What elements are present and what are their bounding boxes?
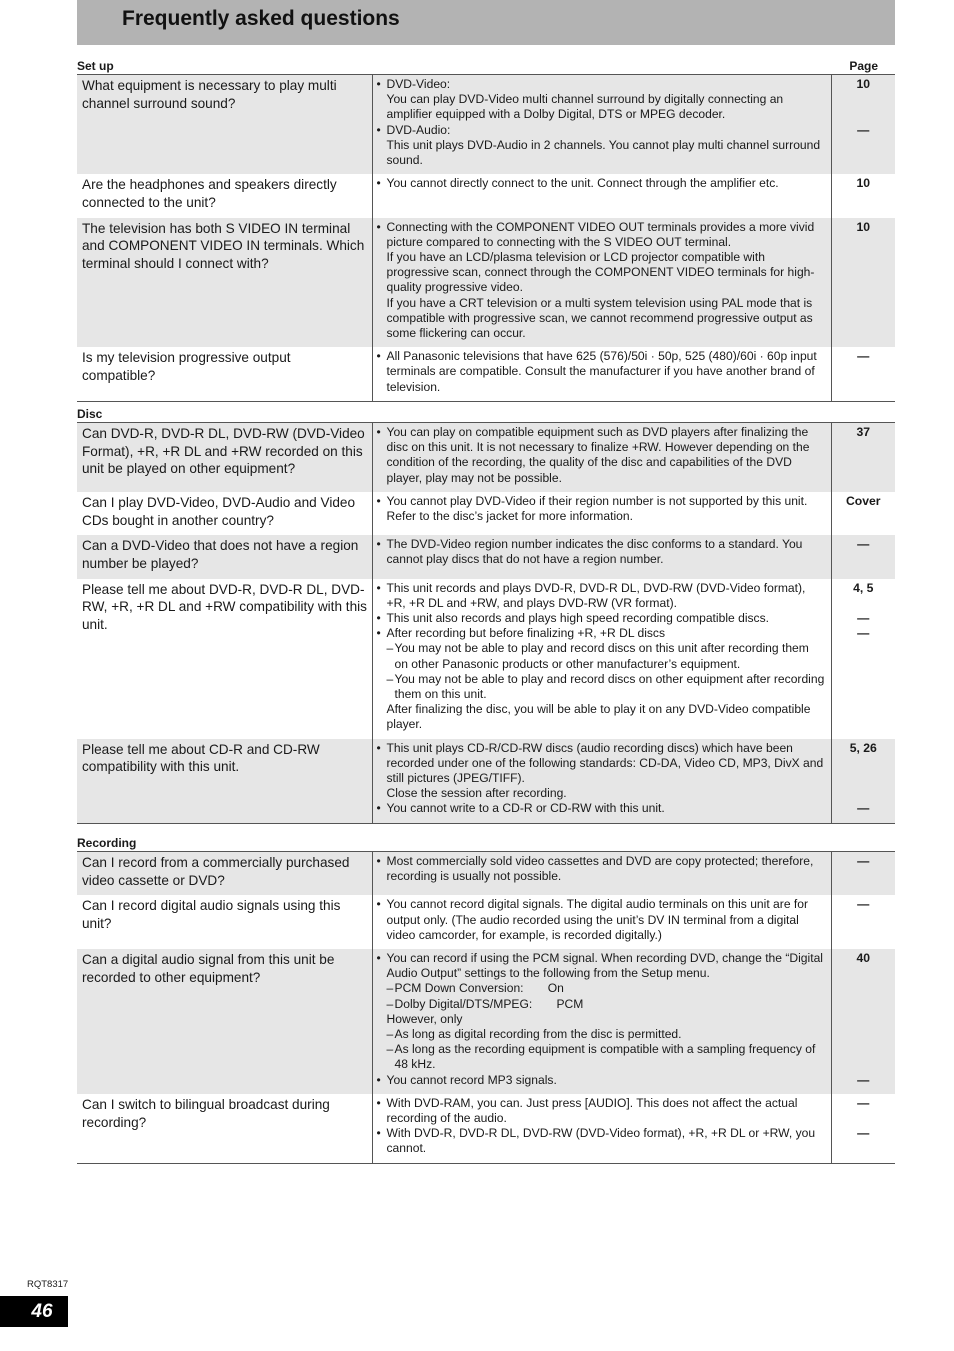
answer-text: You cannot record digital signals. The digital audio terminals on this unit are for output only. (The audio recorded using the unit’s DV IN terminal from a digital video camcorder, for example, is recorded digitally.) (386, 897, 809, 942)
page-ref: 37 (856, 425, 871, 439)
bullet-marker: • (376, 1095, 381, 1110)
page-ref: 10 (856, 176, 871, 191)
bullet-item (377, 951, 825, 981)
page-ref (832, 1111, 896, 1126)
question-cell: Please tell me about DVD-R, DVD-R DL, DVD-RW, +R, +R DL and +RW compatibility with this unit. (82, 581, 367, 633)
bullet-item (377, 537, 825, 567)
bullet-item (377, 349, 825, 395)
answer-text: With DVD-R, DVD-R DL, DVD-RW (DVD-Video format), +R, +R DL or +RW, you cannot. (386, 1126, 816, 1156)
page-ref: — (857, 1095, 870, 1110)
page-ref (832, 981, 896, 996)
page-ref: — (857, 801, 870, 816)
page-ref: — (857, 122, 870, 137)
answer-text: DVD-Video: (386, 77, 451, 91)
bullet-item (377, 1096, 825, 1126)
question-cell: Please tell me about CD-R and CD-RW compatibility with this unit. (77, 739, 372, 824)
section-header (77, 57, 895, 74)
answer-text: All Panasonic televisions that have 625 (576)/50i · 50p, 525 (480)/60i · 60p input terminals are compatible. Consult the manufacturer if you have another brand of television. (386, 349, 817, 394)
page-ref: 10 (856, 219, 871, 234)
question-cell: Can I play DVD-Video, DVD-Audio and Video CDs bought in another country? (82, 494, 356, 528)
answer-paragraph: You can play DVD-Video multi channel surround by digitally connecting an amplifier equipped with a Dolby Digital, DTS or MPEG decoder. (386, 92, 784, 122)
bullet-item (377, 626, 825, 641)
answer-cell (372, 852, 831, 896)
faq-row (77, 174, 895, 217)
page-number-badge (0, 1296, 68, 1327)
answer-text: This unit records and plays DVD-R, DVD-R DL, DVD-RW (DVD-Video format), +R, +R DL and +RW, and plays DVD-RW (VR format). (386, 580, 806, 610)
page-ref-cell (831, 75, 895, 175)
page-ref-cell (831, 423, 895, 492)
bullet-marker: • (376, 897, 381, 912)
section-title: Set up (77, 59, 114, 73)
bullet-marker: • (376, 122, 381, 137)
answer-text: After recording but before finalizing +R, +R DL discs (386, 626, 666, 641)
answer-cell (372, 492, 831, 535)
page-ref-cell (831, 1094, 895, 1163)
bullet-item (377, 801, 825, 816)
faq-row (77, 949, 895, 1094)
page-ref: — (857, 897, 870, 912)
page-ref (832, 786, 896, 801)
question-cell: The television has both S VIDEO IN terminal and COMPONENT VIDEO IN terminals. Which terminal should I connect with? (77, 218, 372, 348)
faq-row (77, 218, 895, 348)
answer-paragraph: If you have an LCD/plasma television or LCD projector compatible with progressive scan, connect through the COMPONENT VIDEO terminals for high-quality progressive video. (386, 250, 815, 295)
section-title: Recording (77, 836, 137, 850)
faq-row (77, 347, 895, 401)
page-ref (832, 1057, 896, 1072)
answer-text: This unit also records and plays high speed recording compatible discs. (386, 611, 770, 626)
answer-text: DVD-Audio: (386, 122, 451, 137)
document-code: RQT8317 (27, 1279, 69, 1290)
page-ref-cell (831, 895, 895, 949)
answer-cell (372, 218, 831, 348)
dash-marker: – (386, 671, 394, 686)
answer-cell (372, 579, 831, 739)
page-ref-cell (831, 739, 895, 824)
question-cell: Can I record digital audio signals using this unit? (82, 898, 341, 932)
page-ref (832, 1027, 896, 1042)
bullet-item (377, 611, 825, 626)
page-ref-cell (831, 492, 895, 535)
bullet-marker: • (376, 537, 381, 552)
faq-row (77, 895, 895, 949)
page-ref: — (857, 626, 870, 641)
page-ref (832, 966, 896, 981)
answer-paragraph: Close the session after recording. (386, 786, 567, 801)
faq-row (77, 75, 895, 175)
answer-text: As long as digital recording from the disc is permitted. (394, 1027, 682, 1042)
question-cell: Can a DVD-Video that does not have a region number be played? (77, 535, 372, 578)
answer-text: Most commercially sold video cassettes and DVD are copy protected; therefore, recording is usually not possible. (386, 854, 814, 884)
answer-paragraph: However, only (386, 1011, 463, 1026)
bullet-marker: • (376, 493, 381, 508)
answer-text: You cannot record MP3 signals. (386, 1072, 557, 1087)
page-ref (832, 92, 896, 107)
section-header (77, 405, 895, 422)
answer-text: You cannot directly connect to the unit. Connect through the amplifier etc. (386, 176, 779, 191)
page-ref: — (857, 1126, 870, 1141)
answer-cell (372, 535, 831, 578)
answer-paragraph: If you have a CRT television or a multi system television using PAL mode that is compatible with progressive scan, we cannot recommend progressive output as some flickering can occur. (386, 295, 813, 341)
answer-text: PCM Down Conversion: On (394, 981, 564, 996)
bullet-item (377, 220, 825, 250)
dash-marker: – (386, 981, 394, 996)
dash-item (377, 672, 825, 702)
bullet-marker: • (376, 219, 381, 234)
bullet-marker: • (376, 580, 381, 595)
page-ref-cell (831, 347, 895, 401)
bullet-item (377, 854, 825, 884)
bullet-marker: • (376, 740, 381, 755)
bullet-item (377, 176, 825, 191)
page-ref-cell (831, 535, 895, 578)
bullet-item (377, 1126, 825, 1156)
dash-item (377, 997, 825, 1012)
bullet-marker: • (376, 77, 381, 91)
dash-marker: – (386, 996, 394, 1011)
dash-item (377, 641, 825, 671)
answer-cell (372, 75, 831, 175)
dash-marker: – (386, 1042, 394, 1057)
bullet-marker: • (376, 1072, 381, 1087)
section-recording (77, 834, 895, 1164)
answer-cell (372, 895, 831, 949)
page-ref (832, 771, 896, 786)
faq-row (77, 852, 895, 896)
bullet-item (377, 425, 825, 486)
page-ref: 4, 5 (853, 580, 874, 595)
dash-marker: – (386, 641, 394, 656)
faq-table (77, 851, 895, 1164)
answer-text: As long as the recording equipment is compatible with a sampling frequency of 48 kHz. (394, 1042, 816, 1072)
answer-text: You may not be able to play and record discs on other equipment after recording them on this unit. (394, 671, 825, 702)
bullet-marker: • (376, 626, 381, 641)
question-cell: What equipment is necessary to play multi channel surround sound? (77, 75, 372, 175)
answer-text: You can record if using the PCM signal. When recording DVD, change the “Digital Audio Output” settings to the following from the Setup menu. (386, 951, 823, 981)
answer-text: Dolby Digital/DTS/MPEG: PCM (394, 996, 584, 1011)
answer-cell (372, 347, 831, 401)
answer-cell (372, 1094, 831, 1163)
page-ref: Cover (845, 493, 881, 508)
bullet-item (377, 741, 825, 787)
faq-row (77, 423, 895, 492)
bullet-marker: • (376, 801, 381, 816)
page-ref (832, 107, 896, 122)
answer-cell (372, 423, 831, 492)
page-ref: — (857, 611, 870, 626)
answer-text: You cannot play DVD-Video if their region number is not supported by this unit. Refer to the disc’s jacket for more information. (386, 493, 808, 524)
question-cell: Can a digital audio signal from this unit be recorded to other equipment? (77, 949, 372, 1094)
bullet-marker: • (376, 349, 381, 364)
page-ref: — (857, 854, 870, 868)
page-ref: — (857, 1072, 870, 1087)
bullet-marker: • (376, 425, 381, 439)
answer-paragraph: After finalizing the disc, you will be able to play it on any DVD-Video compatible player. (386, 702, 811, 732)
page-ref (832, 1042, 896, 1057)
page-ref (832, 1012, 896, 1027)
answer-text: Connecting with the COMPONENT VIDEO OUT terminals provides a more vivid picture compared to connecting with the S VIDEO OUT terminal. (386, 219, 815, 249)
bullet-marker: • (376, 1126, 381, 1141)
bullet-marker: • (376, 854, 381, 868)
bullet-item (377, 1073, 825, 1088)
faq-table (77, 422, 895, 824)
bullet-item (377, 77, 825, 92)
question-cell: Is my television progressive output compatible? (82, 350, 291, 383)
page-ref (832, 997, 896, 1012)
answer-paragraph: This unit plays DVD-Audio in 2 channels. You cannot play multi channel surround sound. (386, 137, 821, 168)
section-title: Disc (77, 407, 103, 421)
answer-text: The DVD-Video region number indicates the disc conforms to a standard. You cannot play discs that do not have a region number. (386, 537, 803, 567)
bullet-item (377, 494, 825, 524)
page-ref-cell (831, 579, 895, 739)
answer-cell (372, 174, 831, 217)
page-column-label: Page (849, 59, 878, 73)
question-cell: Can DVD-R, DVD-R DL, DVD-RW (DVD-Video Format), +R, +R DL and +RW recorded on this unit be played on other equipment? (77, 423, 372, 492)
page-header-bar (77, 0, 895, 45)
page-ref-cell (831, 949, 895, 1094)
answer-cell (372, 739, 831, 824)
page-ref: 40 (856, 951, 871, 966)
question-cell: Can I record from a commercially purchased video cassette or DVD? (77, 852, 372, 896)
faq-table (77, 74, 895, 402)
dash-item (377, 1042, 825, 1072)
faq-row (77, 535, 895, 578)
page-ref-cell (831, 852, 895, 896)
page-ref: 10 (856, 77, 871, 91)
answer-text: You cannot write to a CD-R or CD-RW with this unit. (386, 801, 665, 816)
bullet-marker: • (376, 611, 381, 626)
page-ref: 5, 26 (849, 740, 877, 755)
page-ref: — (857, 537, 870, 552)
bullet-item (377, 897, 825, 943)
page-ref (832, 756, 896, 771)
question-cell: Can I switch to bilingual broadcast during recording? (82, 1096, 330, 1130)
page-ref-cell (831, 218, 895, 348)
answer-text: You may not be able to play and record discs on this unit after recording them on other Panasonic products or other manufacturer’s equipment. (394, 641, 809, 671)
answer-text: You can play on compatible equipment such as DVD players after finalizing the disc on this unit. It is not necessary to finalize +RW. However depending on the condition of the recording, the quality of the disc and capabilities of the DVD player, play may not be possible. (386, 425, 810, 485)
answer-text: This unit plays CD-R/CD-RW discs (audio recording discs) which have been recorded under one of the following standards: CD-DA, Video CD, MP3, DivX and still pictures (JPEG/TIFF). (386, 740, 824, 786)
page-ref (832, 596, 896, 611)
dash-item (377, 981, 825, 996)
faq-row (77, 492, 895, 535)
dash-marker: – (386, 1027, 394, 1042)
section-header (77, 834, 895, 851)
faq-row (77, 739, 895, 824)
section-setup (77, 57, 895, 402)
bullet-item (377, 581, 825, 611)
bullet-marker: • (376, 951, 381, 966)
bullet-marker: • (376, 176, 381, 191)
answer-text: With DVD-RAM, you can. Just press [AUDIO]. This does not affect the actual recording of the audio. (386, 1095, 798, 1126)
page-title: Frequently asked questions (122, 7, 400, 30)
page-ref-cell (831, 174, 895, 217)
dash-item (377, 1027, 825, 1042)
answer-cell (372, 949, 831, 1094)
page-ref: — (857, 349, 870, 364)
section-disc (77, 405, 895, 824)
question-cell: Are the headphones and speakers directly connected to the unit? (82, 177, 337, 210)
faq-row (77, 579, 895, 739)
bullet-item (377, 123, 825, 138)
page-number: 46 (31, 1300, 53, 1322)
faq-row (77, 1094, 895, 1163)
